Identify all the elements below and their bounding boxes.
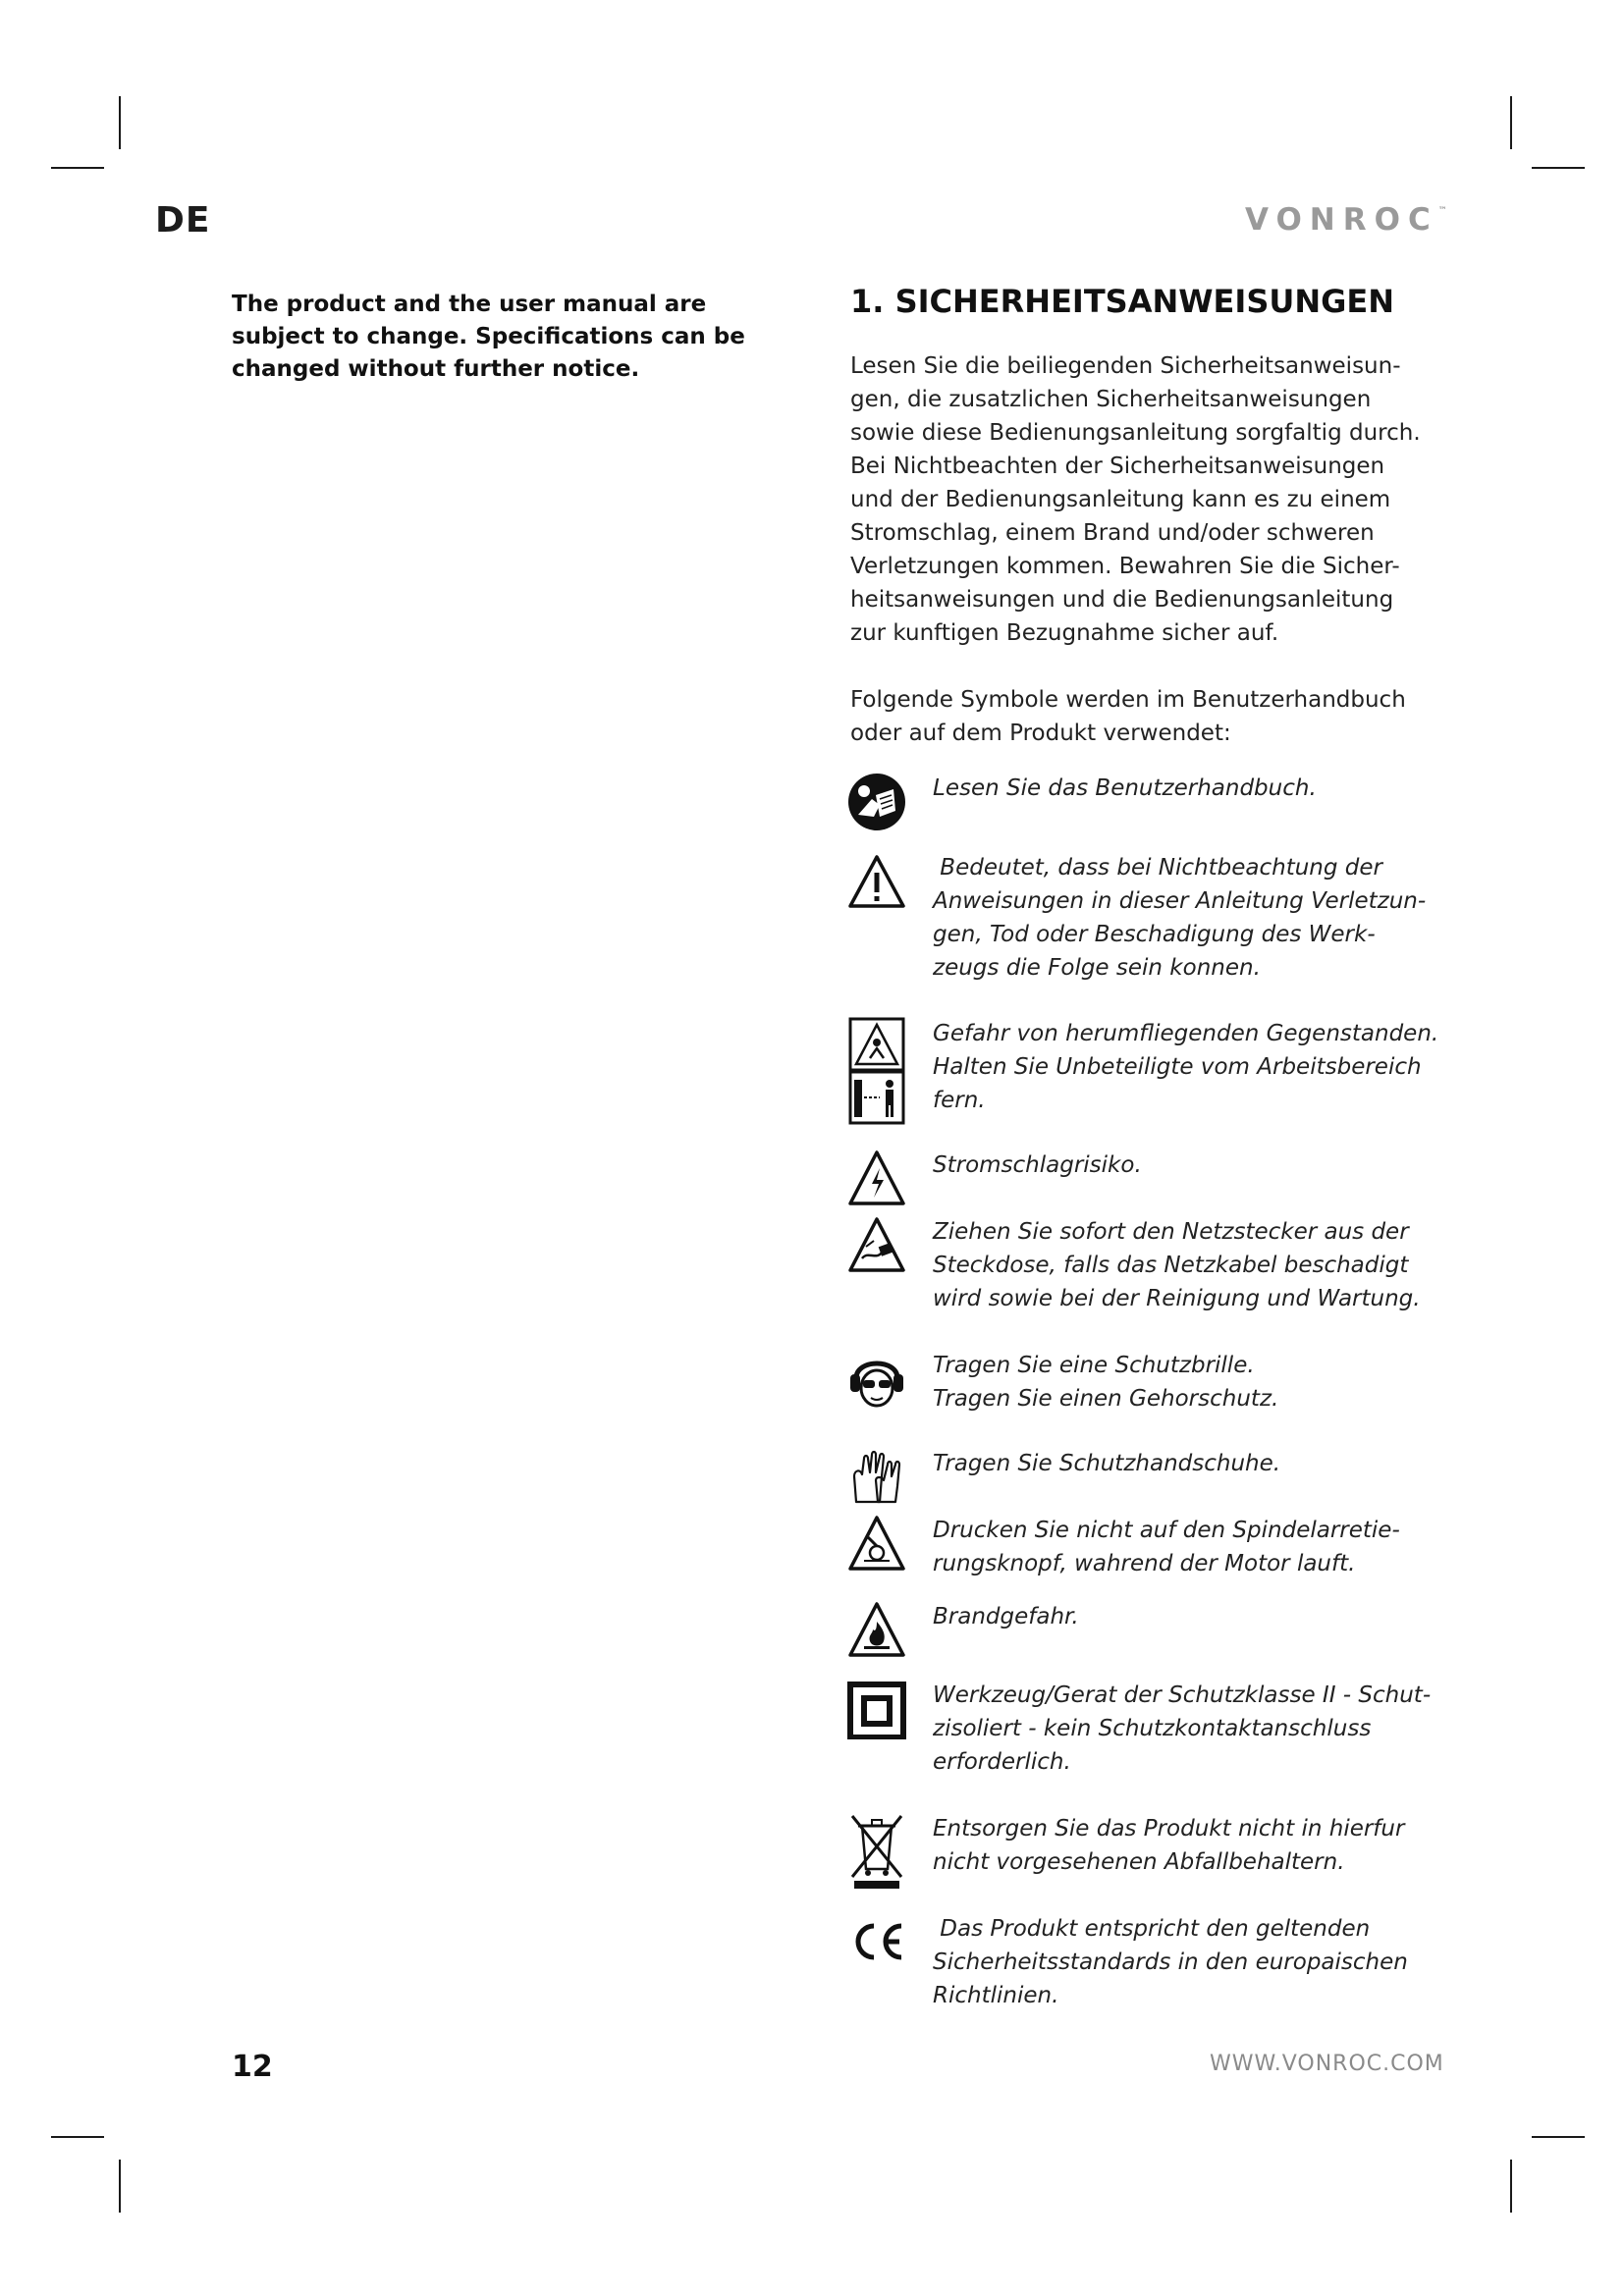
goggles-ear-protection-icon: [846, 1349, 907, 1410]
symbol-text-line: Stromschlagrisiko.: [933, 1152, 1142, 1178]
crop-mark: [1510, 96, 1512, 149]
flying-objects-icon: [846, 1017, 907, 1127]
symbol-text-line: Anweisungen in dieser Anleitung Verletzun-: [933, 888, 1427, 914]
read-manual-icon: [846, 772, 907, 832]
symbol-text-line: Brandgefahr.: [933, 1604, 1079, 1629]
intro-line: Lesen Sie die beiliegenden Sicherheitsanweisun-: [850, 353, 1401, 379]
symbol-text-line: wird sowie bei der Reinigung und Wartung.: [933, 1286, 1421, 1311]
change-notice: The product and the user manual are subject to change. Specifications can be changed without further notice.: [232, 292, 745, 382]
symbol-text-line: rungsknopf, wahrend der Motor lauft.: [933, 1551, 1356, 1576]
symbol-text-line: Sicherheitsstandards in den europaischen: [933, 1949, 1408, 1975]
symbols-intro-line: Folgende Symbole werden im Benutzerhandbuch: [850, 687, 1406, 713]
crop-mark: [119, 2160, 121, 2213]
symbol-text-line: Steckdose, falls das Netzkabel beschadigt: [933, 1253, 1409, 1278]
language-code: DE: [155, 200, 211, 240]
intro-line: und der Bedienungsanleitung kann es zu einem: [850, 487, 1391, 512]
electric-shock-icon: [846, 1148, 907, 1209]
crop-mark: [1532, 167, 1585, 169]
intro-line: gen, die zusatzlichen Sicherheitsanweisungen: [850, 387, 1372, 412]
gloves-icon: [846, 1447, 907, 1508]
symbol-text-line: Richtlinien.: [933, 1983, 1059, 2008]
symbol-text-line: Halten Sie Unbeteiligte vom Arbeitsbereich: [933, 1054, 1422, 1080]
symbol-text-line: Tragen Sie eine Schutzbrille.: [933, 1353, 1255, 1378]
page-number: 12: [232, 2050, 273, 2084]
symbol-text-line: Drucken Sie nicht auf den Spindelarretie-: [933, 1518, 1400, 1543]
crop-mark: [1510, 2160, 1512, 2213]
symbol-text-line: Lesen Sie das Benutzerhandbuch.: [933, 775, 1317, 801]
symbol-text-line: Das Produkt entspricht den geltenden: [933, 1916, 1371, 1942]
crop-mark: [119, 96, 121, 149]
fire-icon: [846, 1600, 907, 1661]
website-url: WWW.VONROC.COM: [1210, 2052, 1444, 2076]
symbol-text-line: gen, Tod oder Beschadigung des Werk-: [933, 922, 1376, 947]
symbol-text-line: Tragen Sie einen Gehorschutz.: [933, 1386, 1279, 1412]
symbol-text-line: Ziehen Sie sofort den Netzstecker aus der: [933, 1219, 1409, 1245]
symbol-text-line: Bedeutet, dass bei Nichtbeachtung der: [933, 855, 1382, 881]
symbol-text-line: zisoliert - kein Schutzkontaktanschluss: [933, 1716, 1372, 1741]
symbol-text: [933, 1912, 1443, 2012]
symbol-text-line: nicht vorgesehenen Abfallbehaltern.: [933, 1849, 1345, 1875]
symbol-text: [933, 1812, 1443, 1879]
intro-line: zur kunftigen Bezugnahme sicher auf.: [850, 620, 1279, 646]
warning-icon: [846, 851, 907, 912]
symbol-text-line: Entsorgen Sie das Produkt nicht in hierfur: [933, 1816, 1405, 1842]
symbol-text-line: fern.: [933, 1088, 986, 1113]
crop-mark: [51, 2136, 104, 2138]
crop-mark: [1532, 2136, 1585, 2138]
symbol-text: [933, 1600, 1443, 1633]
symbol-text: [933, 1447, 1443, 1480]
symbol-text: [933, 1349, 1443, 1415]
safety-intro: [850, 349, 1439, 750]
section-title: 1. SICHERHEITSANWEISUNGEN: [850, 283, 1395, 320]
intro-line: sowie diese Bedienungsanleitung sorgfaltig durch.: [850, 420, 1421, 446]
symbol-text: [933, 1514, 1443, 1580]
spindle-lock-icon: [846, 1514, 907, 1575]
ce-mark-icon: [846, 1912, 907, 1973]
intro-line: Verletzungen kommen. Bewahren Sie die Sicher-: [850, 554, 1400, 579]
intro-line: heitsanweisungen und die Bedienungsanleitung: [850, 587, 1394, 613]
intro-line: Bei Nichtbeachten der Sicherheitsanweisungen: [850, 454, 1385, 479]
symbol-text: [933, 1215, 1443, 1315]
symbol-text: [933, 1148, 1443, 1182]
symbol-text: [933, 772, 1443, 805]
symbol-text: [933, 1679, 1443, 1779]
crop-mark: [51, 167, 104, 169]
symbol-text-line: Tragen Sie Schutzhandschuhe.: [933, 1451, 1281, 1476]
symbol-text: [933, 851, 1443, 985]
symbol-text-line: Werkzeug/Gerat der Schutzklasse II - Schut-: [933, 1682, 1432, 1708]
symbol-text: [933, 1017, 1443, 1117]
brand-logo: VONROC™: [1245, 202, 1447, 238]
symbol-text-line: Gefahr von herumfliegenden Gegenstanden.: [933, 1021, 1439, 1046]
unplug-icon: [846, 1215, 907, 1276]
symbols-intro-line: oder auf dem Produkt verwendet:: [850, 721, 1231, 746]
symbol-text-line: erforderlich.: [933, 1749, 1071, 1775]
class-ii-icon: [846, 1679, 907, 1739]
symbol-text-line: zeugs die Folge sein konnen.: [933, 955, 1261, 981]
intro-line: Stromschlag, einem Brand und/oder schweren: [850, 520, 1375, 546]
weee-bin-icon: [846, 1812, 907, 1891]
